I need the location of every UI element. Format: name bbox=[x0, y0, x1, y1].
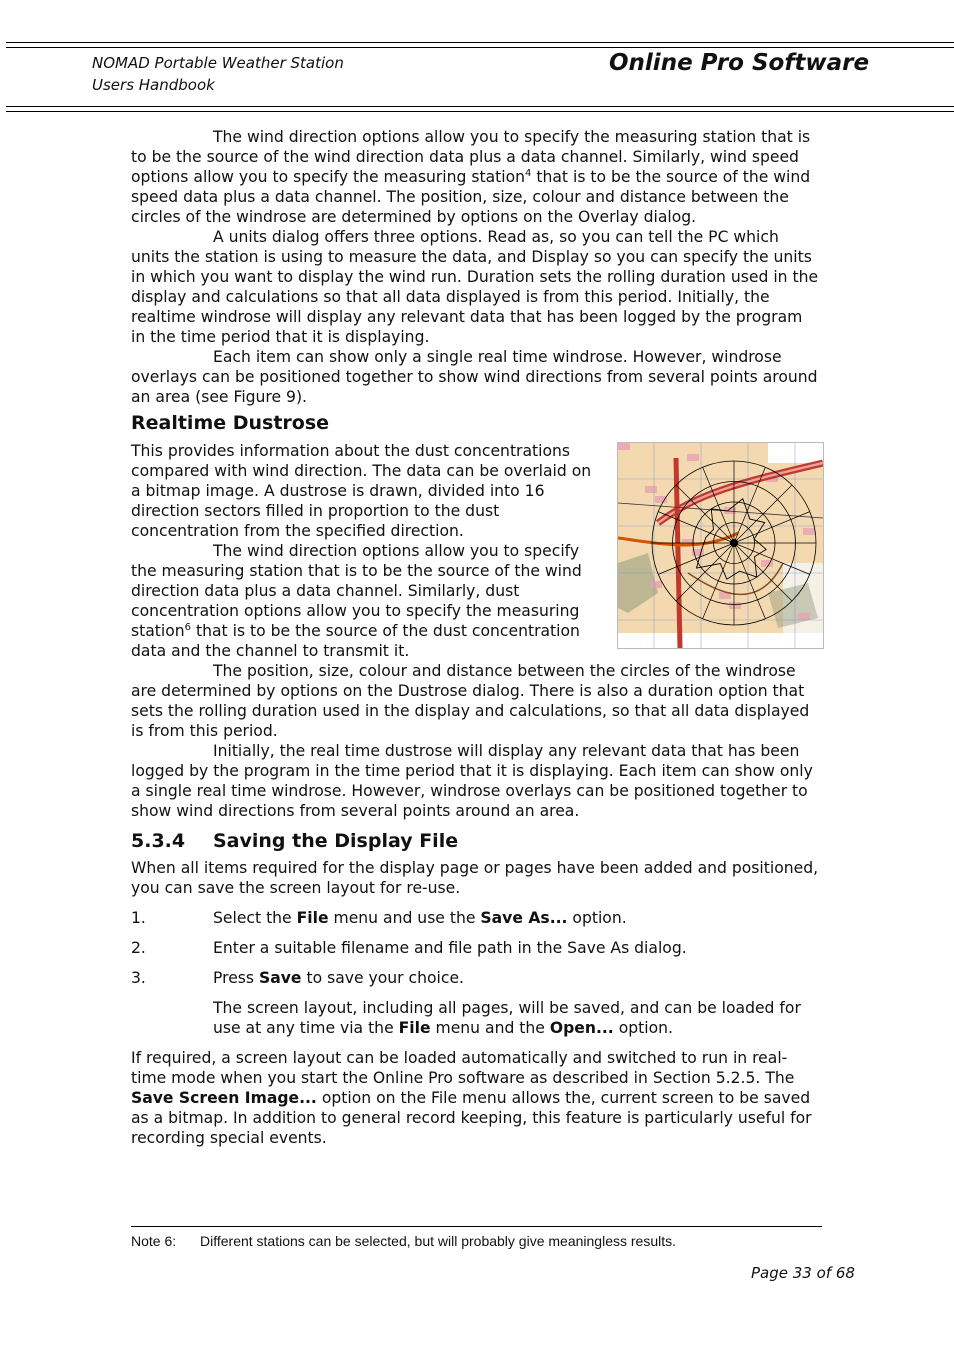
menu-ref-file: File bbox=[296, 909, 329, 927]
dustrose-text-block bbox=[131, 441, 605, 661]
list-item: 3. Press Save to save your choice. bbox=[131, 969, 465, 987]
section-number: 5.3.4 bbox=[131, 830, 186, 852]
footnote-ref-4: 4 bbox=[525, 167, 532, 179]
paragraph-autoload-layout: If required, a screen layout can be loaded automatically and switched to run in real-time mode when you start the Online Pro software as described in Section 5.2.5. The Save Screen Image... option on the File menu allows the, current screen to be saved as a bitmap. In addition to general record keeping, this feature is particularly useful for recording special events. bbox=[131, 1049, 812, 1147]
header-product-name: NOMAD Portable Weather Station bbox=[92, 54, 344, 72]
footnote-6 bbox=[131, 1232, 676, 1250]
page-number: Page 33 of 68 bbox=[751, 1264, 855, 1282]
step-number: 3. bbox=[131, 969, 146, 987]
paragraph-windrose-overlays: Each item can show only a single real time windrose. However, windrose overlays can be positioned together to show wind directions from several points around an area (see Figure 9). bbox=[131, 348, 818, 406]
header-doc-name: Users Handbook bbox=[92, 76, 215, 94]
dustrose-map-figure bbox=[617, 442, 824, 649]
map-blank-area bbox=[768, 443, 823, 463]
map-building bbox=[803, 528, 815, 535]
map-building bbox=[655, 496, 667, 503]
step-number: 2. bbox=[131, 939, 146, 957]
step-number: 1. bbox=[131, 909, 146, 927]
footnote-ref-6: 6 bbox=[184, 621, 192, 633]
paragraph-screen-layout-saved: The screen layout, including all pages, will be saved, and can be loaded for use at any time via the File menu and the Open... option. bbox=[213, 999, 801, 1037]
header-document-info bbox=[92, 52, 344, 96]
header-rule-bottom bbox=[6, 106, 954, 107]
map-building bbox=[798, 613, 810, 620]
paragraph-dustrose-options: The wind direction options allow you to specify the measuring station that is to be the source of the wind direction data plus a data channel. Similarly, dust concentration options allow you to specify the measuring station$^6$ that is to be the source of the dust concentration data and the channel to transmit it. bbox=[131, 542, 582, 660]
map-building bbox=[650, 581, 662, 588]
map-blank-area bbox=[618, 633, 823, 648]
paragraph-wind-direction: The wind direction options allow you to specify the measuring station that is to be the source of the wind direction data plus a data channel. Similarly, wind speed options allow you to specify the measuring station$^4$ that is to be the source of the wind speed data plus a data channel. The position, size, colour and distance between the circles of the windrose are determined by options on the Overlay dialog. bbox=[131, 128, 811, 226]
paragraph-dustrose-dialog: The position, size, colour and distance between the circles of the windrose are determined by options on the Dustrose dialog. There is also a duration option that sets the rolling duration used in the display and calculations, so that all data displayed is from this period. bbox=[131, 662, 810, 740]
paragraph-dustrose-intro: This provides information about the dust concentrations compared with wind direction. The data can be overlaid on a bitmap image. A dustrose is drawn, divided into 16 direction sectors filled in proportion to the dust concentration from the specified direction. bbox=[131, 442, 592, 540]
header-section-title: Online Pro Software bbox=[609, 50, 870, 76]
dustrose-overlay-image bbox=[618, 443, 823, 648]
menu-ref-save-as: Save As... bbox=[480, 909, 568, 927]
paragraph-dustrose-initial: Initially, the real time dustrose will display any relevant data that has been logged by the program in the time period that it is displaying. Each item can show only a single real time windrose. However, windrose overlays can be positioned together to show wind directions from several points around an area. bbox=[131, 742, 813, 820]
heading-saving-display-file bbox=[131, 828, 821, 854]
header-rule-top-2 bbox=[6, 47, 954, 48]
paragraph-units-dialog: A units dialog offers three options. Read as, so you can tell the PC which units the station is using to measure the data, and Display so you can specify the units in which you want to display the wind run. Duration sets the rolling duration used in the display and calculations so that all data displayed is from this period. Initially, the realtime windrose will display any relevant data that has been logged by the program in the time period that it is displaying. bbox=[131, 228, 819, 346]
paragraph-save-intro: When all items required for the display page or pages have been added and positioned, you can save the screen layout for re-use. bbox=[131, 859, 819, 897]
list-item: 2. Enter a suitable filename and file path in the Save As dialog. bbox=[131, 939, 687, 957]
map-building bbox=[645, 486, 657, 493]
footnote-label: Note 6: bbox=[131, 1233, 177, 1249]
button-ref-save: Save bbox=[259, 969, 302, 987]
dustrose-centre bbox=[730, 539, 738, 547]
header-rule-top bbox=[6, 42, 954, 43]
map-building bbox=[618, 443, 630, 450]
heading-realtime-dustrose: Realtime Dustrose bbox=[131, 412, 330, 434]
section-title: Saving the Display File bbox=[213, 830, 459, 852]
footnote-rule bbox=[131, 1226, 822, 1227]
map-building bbox=[687, 454, 699, 461]
list-item: 1. Select the File menu and use the Save As... option. bbox=[131, 909, 627, 927]
map-building bbox=[729, 602, 741, 609]
footnote-text: Different stations can be selected, but will probably give meaningless results. bbox=[200, 1233, 676, 1249]
header-rule-bottom-2 bbox=[6, 111, 954, 112]
